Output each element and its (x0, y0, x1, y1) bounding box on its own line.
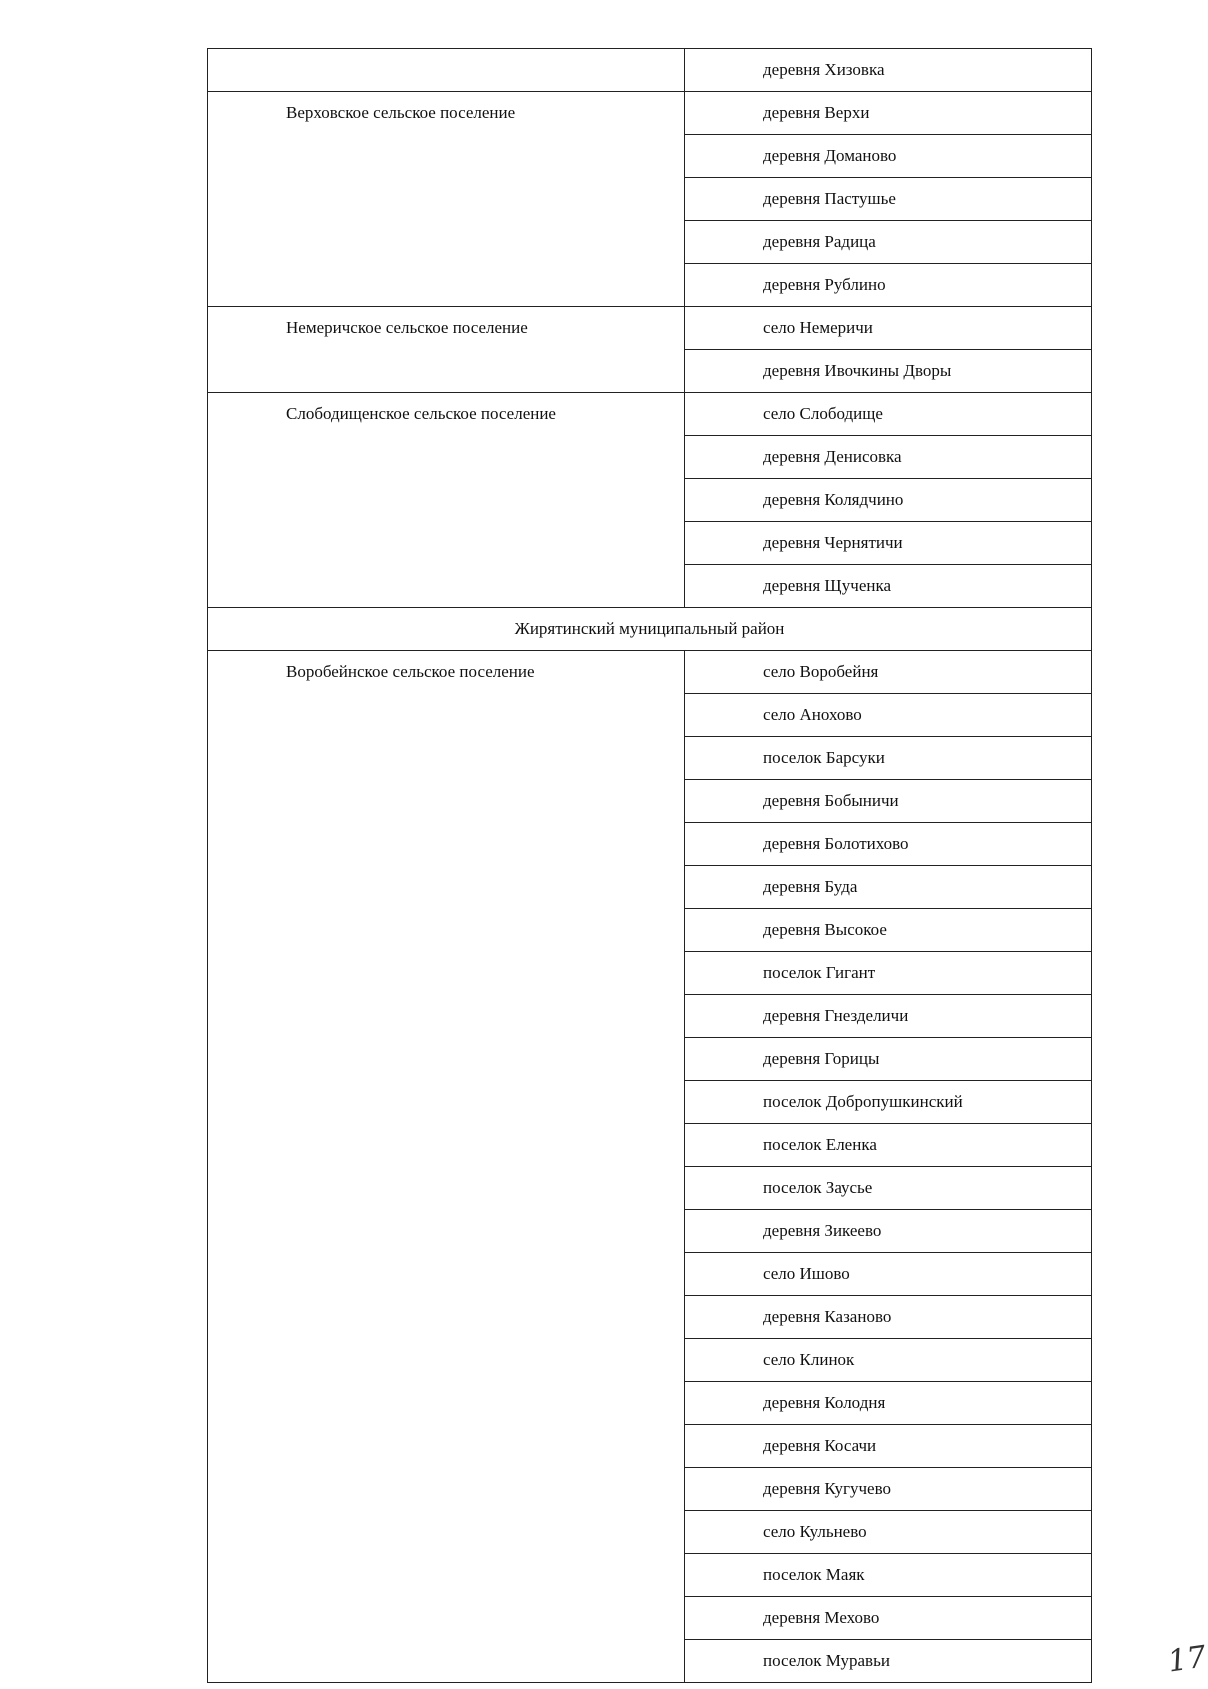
locality-cell: деревня Косачи (685, 1425, 1092, 1468)
locality-cell: поселок Муравьи (685, 1640, 1092, 1683)
table-row (208, 92, 1092, 135)
locality-cell: деревня Ивочкины Дворы (685, 350, 1092, 393)
locality-cell: село Клинок (685, 1339, 1092, 1382)
locality-cell: деревня Колядчино (685, 479, 1092, 522)
locality-cell: село Анохово (685, 694, 1092, 737)
locality-cell: поселок Заусье (685, 1167, 1092, 1210)
locality-cell: село Немеричи (685, 307, 1092, 350)
settlement-cell: Слободищенское сельское поселение (208, 393, 685, 608)
locality-cell: деревня Денисовка (685, 436, 1092, 479)
locality-cell: деревня Пастушье (685, 178, 1092, 221)
locality-cell: деревня Верхи (685, 92, 1092, 135)
locality-cell: село Кульнево (685, 1511, 1092, 1554)
table-row (208, 393, 1092, 436)
locality-cell: деревня Казаново (685, 1296, 1092, 1339)
locality-cell: деревня Бобыничи (685, 780, 1092, 823)
table-row (208, 307, 1092, 350)
locality-cell: деревня Мехово (685, 1597, 1092, 1640)
locality-cell: село Слободище (685, 393, 1092, 436)
locality-cell: поселок Добропушкинский (685, 1081, 1092, 1124)
settlement-cell: Воробейнское сельское поселение (208, 651, 685, 1683)
locality-cell: деревня Кугучево (685, 1468, 1092, 1511)
locality-cell: деревня Горицы (685, 1038, 1092, 1081)
locality-cell: поселок Маяк (685, 1554, 1092, 1597)
locality-cell: село Ишово (685, 1253, 1092, 1296)
settlement-cell: Немеричское сельское поселение (208, 307, 685, 393)
locality-cell: поселок Гигант (685, 952, 1092, 995)
table-row (208, 651, 1092, 694)
locality-cell: деревня Рублино (685, 264, 1092, 307)
locality-cell: деревня Болотихово (685, 823, 1092, 866)
locality-cell: деревня Доманово (685, 135, 1092, 178)
locality-cell: деревня Гнезделичи (685, 995, 1092, 1038)
locality-cell: деревня Щученка (685, 565, 1092, 608)
district-heading: Жирятинский муниципальный район (208, 608, 1092, 651)
locality-cell: деревня Радица (685, 221, 1092, 264)
locality-cell: деревня Зикеево (685, 1210, 1092, 1253)
locality-cell: поселок Еленка (685, 1124, 1092, 1167)
locality-cell: деревня Колодня (685, 1382, 1092, 1425)
locality-cell: деревня Чернятичи (685, 522, 1092, 565)
page-number: 17 (1165, 1639, 1208, 1680)
district-row (208, 608, 1092, 651)
locality-cell: деревня Буда (685, 866, 1092, 909)
table-row (208, 49, 1092, 92)
settlements-table (207, 48, 1092, 1683)
locality-cell: село Воробейня (685, 651, 1092, 694)
locality-cell: деревня Хизовка (685, 49, 1092, 92)
locality-cell: поселок Барсуки (685, 737, 1092, 780)
settlement-cell: Верховское сельское поселение (208, 92, 685, 307)
locality-cell: деревня Высокое (685, 909, 1092, 952)
settlement-cell (208, 49, 685, 92)
